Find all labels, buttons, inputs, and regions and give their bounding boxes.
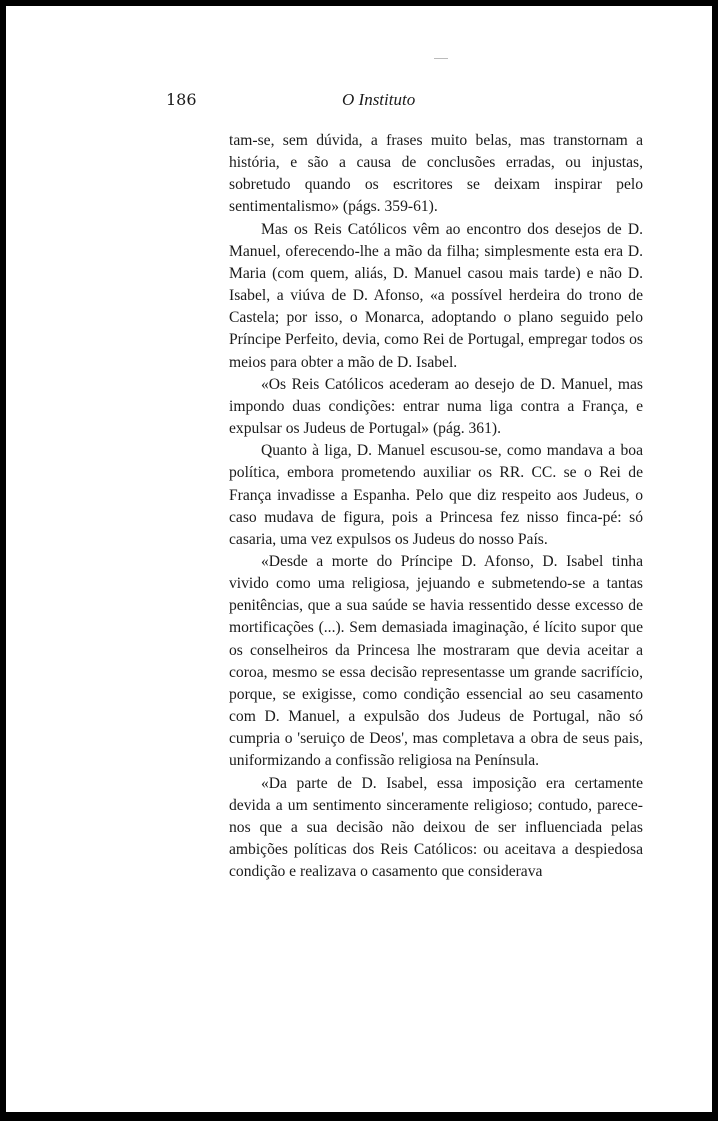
page-number: 186 — [166, 90, 197, 109]
document-page — [6, 6, 712, 1112]
paragraph: «Desde a morte do Príncipe D. Afonso, D. Isabel tinha vivido como uma religiosa, jejuando e submetendo-se a tantas penitências, que a sua saúde se havia ressentido desse excesso de mortificações (...). Sem demasiada imaginação, é lícito supor que os conselheiros da Princesa lhe mostraram que devia aceitar a coroa, mesmo se essa decisão representasse um grande sacrifício, porque, se exigisse, como condição essencial ao seu casamento com D. Manuel, a expulsão dos Judeus de Portugal, não só cumpria o 'seruiço de Deos', mas completava a obra de seus pais, uniformizando a confissão religiosa na Península. — [229, 552, 643, 770]
paragraph: Mas os Reis Católicos vêm ao encontro dos desejos de D. Manuel, oferecendo-lhe a mão da filha; simplesmente esta era D. Maria (com quem, aliás, D. Manuel casou mais tarde) e não D. Isabel, a viúva de D. Afonso, «a possível herdeira do trono de Castela; por isso, o Monarca, adoptando o plano seguido pelo Príncipe Perfeito, devia, como Rei de Portugal, empregar todos os meios para obter a mão de D. Isabel. — [229, 220, 643, 371]
paragraph: «Da parte de D. Isabel, essa imposição era certamente devida a um sentimento sinceramente religioso; contudo, parece-nos que a sua decisão não deixou de ser influenciada pelas ambições políticas dos Reis Católicos: ou aceitava a despiedosa condição e realizava o casamento que considerava — [229, 774, 643, 881]
running-title: O Instituto — [342, 90, 416, 109]
paragraph: Quanto à liga, D. Manuel escusou-se, como mandava a boa política, embora prometendo auxiliar os RR. CC. se o Rei de França invadisse a Espanha. Pelo que diz respeito aos Judeus, o caso mudava de figura, pois a Princesa fez nisso finca-pé: só casaria, uma vez expulsos os Judeus do nosso País. — [229, 442, 643, 548]
paragraph: tam-se, sem dúvida, a frases muito belas, mas transtornam a história, e são a causa de conclusões erradas, ou injustas, sobretudo quando os escritores se deixam inspirar pelo sentimentalismo» (págs. 359-61). — [229, 132, 643, 216]
stray-mark — [434, 58, 448, 59]
paragraph: «Os Reis Católicos acederam ao desejo de D. Manuel, mas impondo duas condições: entrar numa liga contra a França, e expulsar os Judeus de Portugal» (pág. 361). — [229, 375, 643, 438]
body-text — [229, 130, 643, 883]
